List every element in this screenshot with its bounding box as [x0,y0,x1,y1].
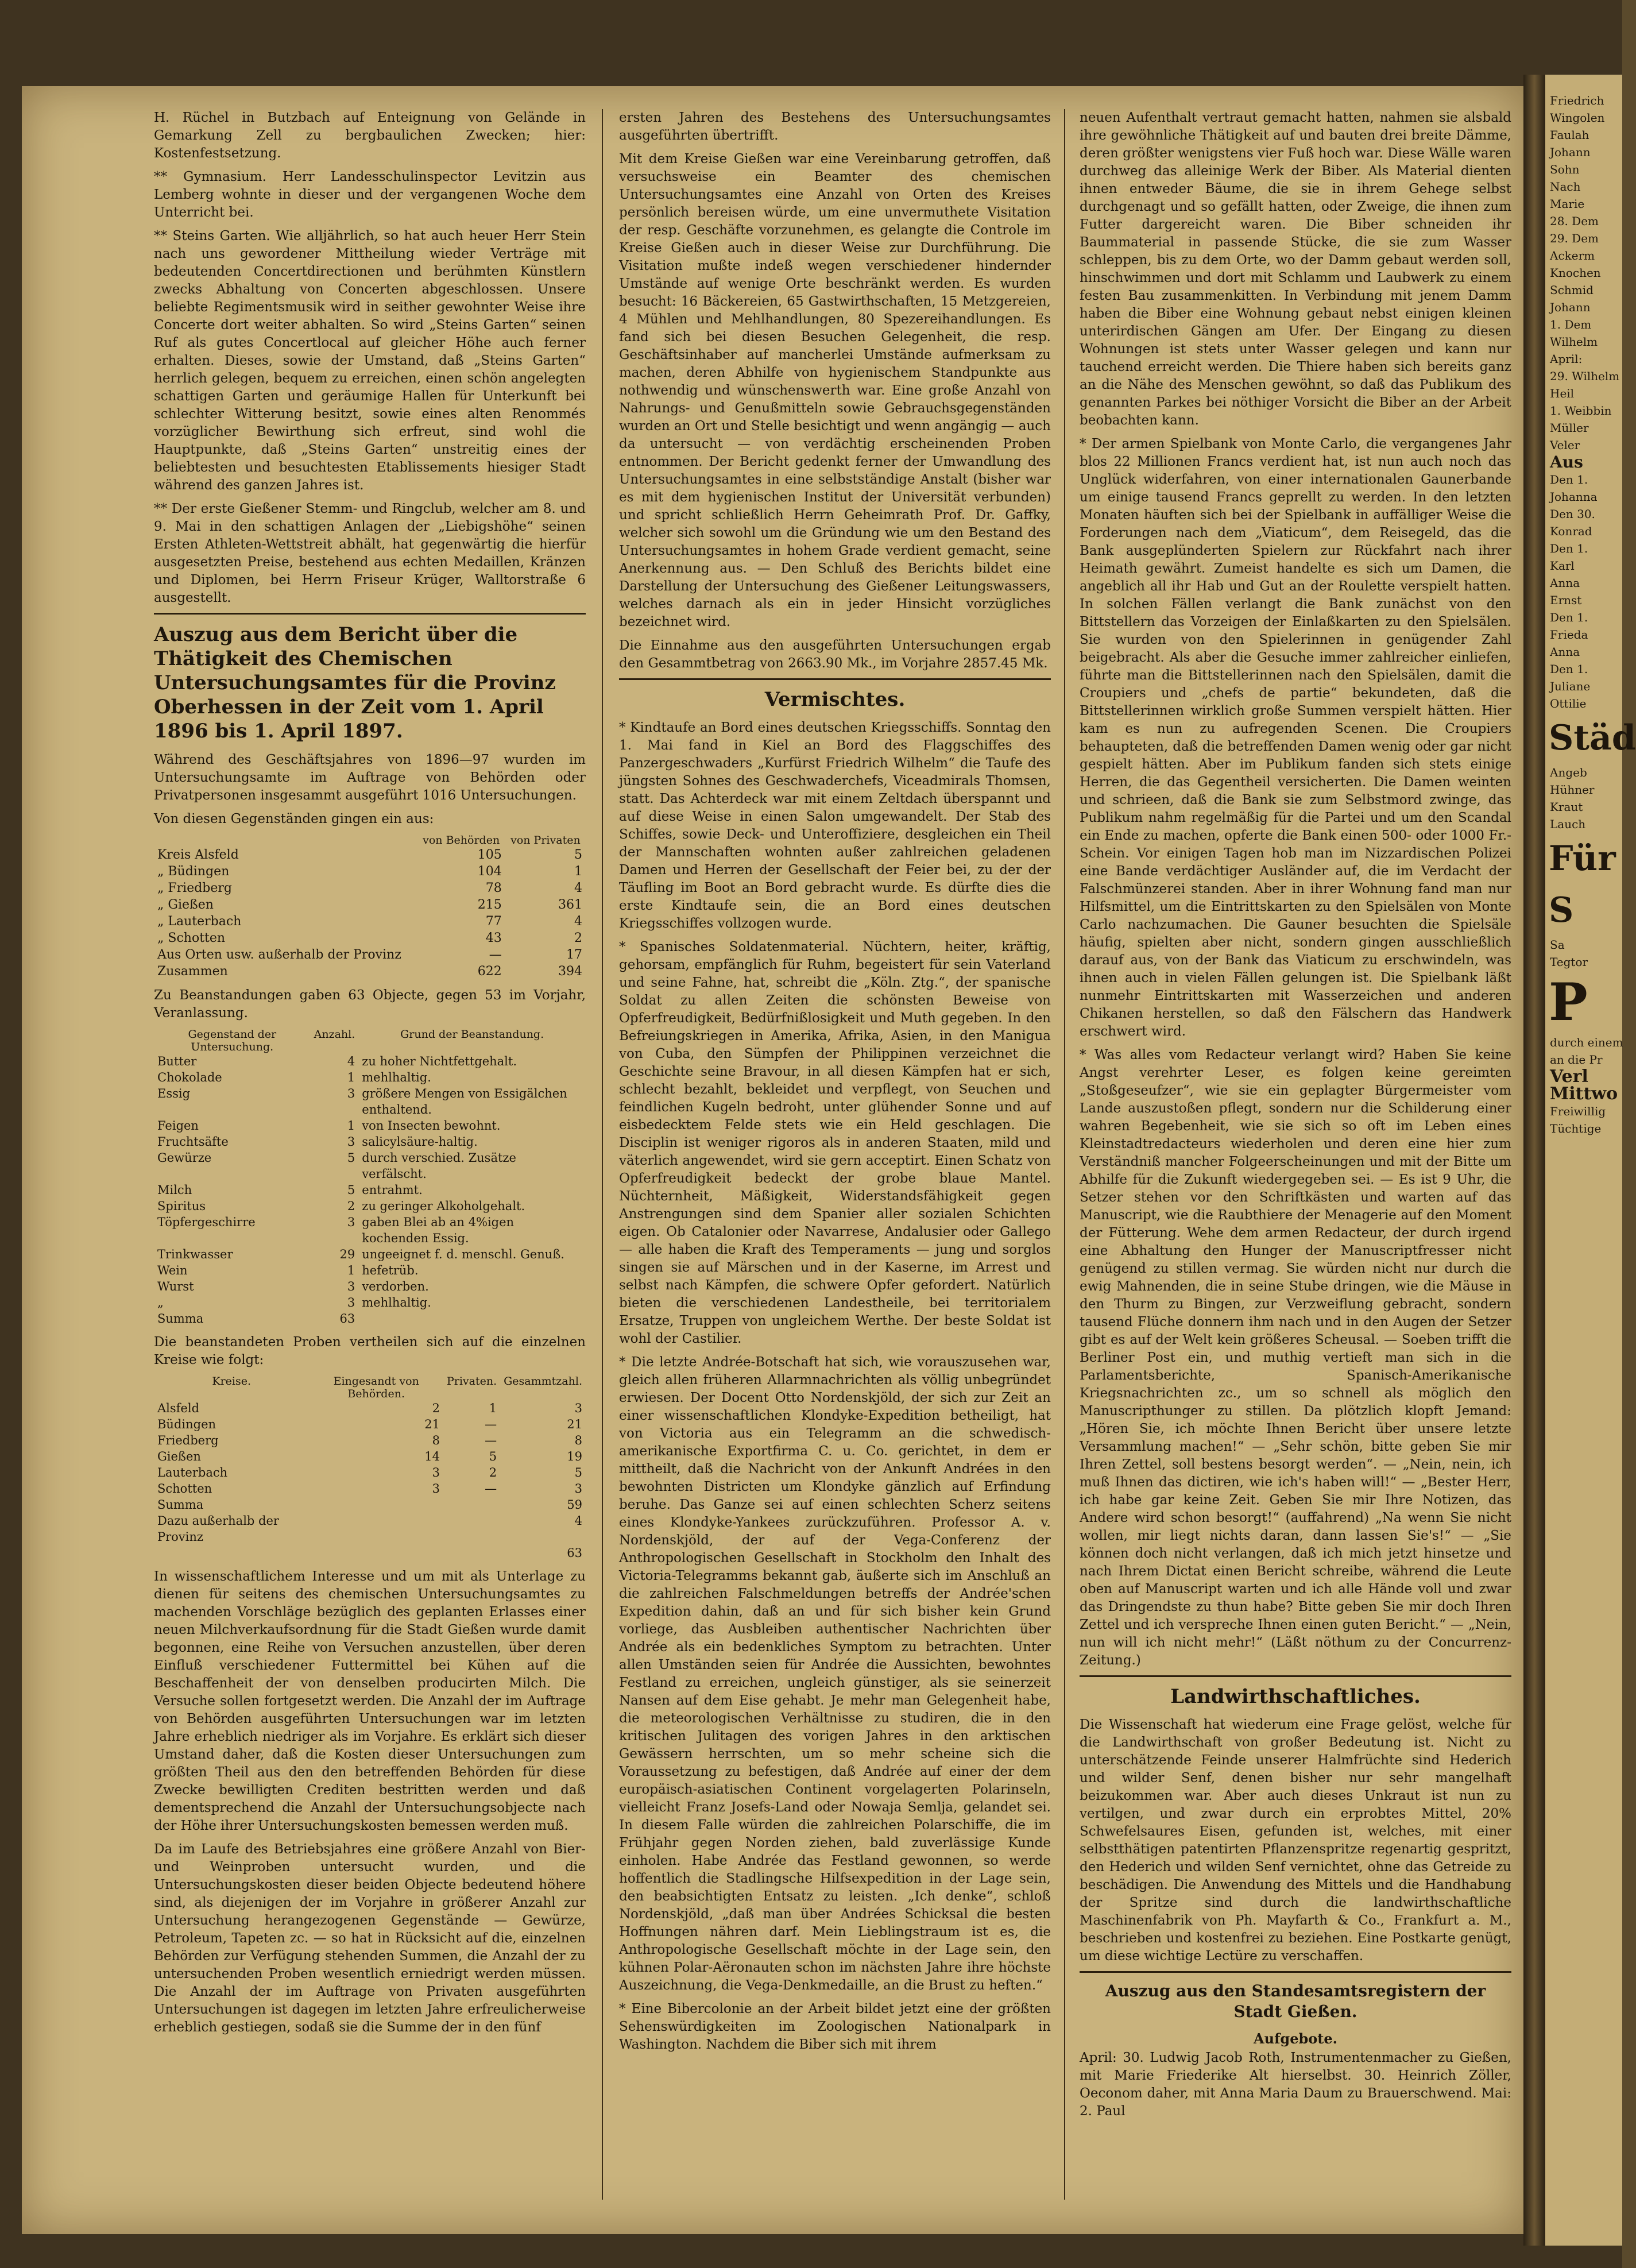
table-total-row: Summa 63 [157,1312,355,1326]
article-text: ersten Jahren des Bestehens des Untersuchungsamtes ausgeführten übertrifft. [619,110,1051,143]
article-gymnasium: ** Gymnasium. Herr Landesschulinspector Levitzin aus Lemberg wohnte in dieser und der vergangenen Woche dem Unterricht bei. [154,169,586,220]
table-row: Lauterbach 3 2 5 [157,1466,582,1479]
table-row: Trinkwasser 29 ungeeignet f. d. menschl. Genuß. [157,1247,564,1261]
article-bibercolonie: * Eine Bibercolonie an der Arbeit bildet jetzt eine der größten Sehenswürdigkeiten im Zoologischen Nationalpark in Washington. Nachdem die Biber sich mit ihrem [619,2002,1051,2052]
article-soldatenmaterial: * Spanisches Soldatenmaterial. Nüchtern, heiter, kräftig, gehorsam, empfänglich für Ruhm, begeistert für sein Vaterland und seine Fahne, hat, schreibt die „Köln. Ztg.“, der spanische Soldat zu allen Zeiten die schönsten Beweise von Opferfreudigkeit, Bedürfnißlosigkeit und Muth gegeben. In den Befreiungskriegen in Amerika, Afrika, Asien, in den Manigua von Cuba, den Sümpfen der Philippinen verzeichnet die Geschichte seine Bravour, in all diesen Kämpfen hat er sich, schlecht bezahlt, bekleidet und verpflegt, von Seuchen und feindlichen Kugeln bedroht, unter glühender Sonne und auf eisbedecktem Felde stets wie ein Held geschlagen. Die Disciplin ist weniger rigoros als in anderen Staaten, mild und väterlich angewendet, wird sie gern acceptirt. Einen Schatz von Opferfreudigkeit bedeckt der grobe blaue Mantel. Nüchternheit, Mäßigkeit, Widerstandsfähigkeit gegen Anstrengungen sind dem Spanier aller sozialen Schichten eigen. Ob Catalonier oder Navarrese, Andalusier oder Gallego — alle haben die Kraft des Temperaments — jung und sorglos singen sie auf Märschen und in der Kaserne, im Arrest und selbst nach Kämpfen, die schwere Opfer gefordert. Natürlich bieten die verschiedenen Landestheile, bei territorialem Ersatze, Truppen von ungleichem Werthe. Der beste Soldat ist wohl der Castilier. [619,940,1051,1346]
table-row: Wein 1 hefetrüb. [157,1264,419,1277]
divider [1080,1675,1511,1677]
article-text: H. Rüchel in Butzbach auf Enteignung von Gelände in Gemarkung Zell zu bergbaulichen Zwecken; hier: Kostenfestsetzung. [154,110,586,161]
table-row: Spiritus 2 zu geringer Alkoholgehalt. [157,1199,525,1213]
article-text: Die Einnahme aus den ausgeführten Untersuchungen ergab den Gesammtbetrag von 2663.90 Mk., im Vorjahre 2857.45 Mk. [619,638,1051,671]
divider [154,613,586,615]
article-text: Von diesen Gegenständen gingen ein aus: [154,812,434,826]
table-row: „ Gießen 215 361 [157,898,582,912]
table-row: „ Friedberg 78 4 [157,881,582,895]
section-heading-standesamt: Auszug aus den Standesamtsregistern der Stadt Gießen. [1105,1981,1486,2021]
table-header-row: Gegenstand der Untersuchung. Anzahl. Grund der Beanstandung. [188,1028,544,1053]
article-andree: * Die letzte Andrée-Botschaft hat sich, wie vorauszusehen war, gleich allen früheren Allarmnachrichten als völlig unbegründet erwiesen. Der Docent Otto Nordenskjöld, der sich zur Zeit an einer wissenschaftlichen Klondyke-Expedition betheiligt, hat von Victoria aus ein Telegramm an die schwedisch-amerikanische Exportfirma C. u. Co. gerichtet, in dem er mittheilt, daß die Nachricht von der Ankunft Andrées in den bewohnten Districten um Klondyke gänzlich auf Erfindung beruhe. Das Ganze sei auf einen schlechten Scherz seitens eines Klondyke-Yankees zurückzuführen. Professor A. v. Nordenskjöld, der auf der Vega-Conferenz der Anthropologischen Gesellschaft in Stockholm den Inhalt des Victoria-Telegramms bekannt gab, äußerte sich im Anschluß an die zahlreichen Falschmeldungen betreffs der Andrée'schen Expedition dahin, daß an und für sich bisher kein Grund vorliege, das Ausbleiben authentischer Nachrichten über Andrée als ein bedenkliches Symptom zu betrachten. Unter allen Umständen seien für Andrée die Aussichten, bewohntes Festland zu erreichen, ungleich günstiger, als sie seinerzeit Nansen auf dem Eise gehabt. Je mehr man Gelegenheit habe, die meteorologischen Verhältnisse zu studiren, die in den kritischen Julitagen des vorigen Jahres in den arktischen Gewässern herrschten, um so mehr scheine sich die Voraussetzung zu befestigen, daß Andrée auf einer der dem europäisch-asiatischen Continent vorgelagerten Polarinseln, vielleicht Franz Josefs-Land oder Nowaja Semlja, gelandet sei. In diesem Falle würden die zahlreichen Polarschiffe, die im Frühjahr gegen Norden ziehen, bald zuverlässige Kunde einholen. Habe Andrée das Festland gewonnen, so werde hoffentlich die Stadlingsche Hilfsexpedition in der Lage sein, den beabsichtigten Entsatz zu leisten. „Ich denke“, schloß Nordenskjöld, „daß man über Andrées Schicksal die besten Hoffnungen nähren darf. Mein Lieblingstraum ist es, die Anthropologische Gesellschaft möchte in der Lage sein, den kühnen Polar-Aëronauten schon im nächsten Jahre ihre höchste Auszeichnung, die Vega-Denkmedaille, an die Brust zu heften.“ [619,1355,1051,1993]
table-row: Fruchtsäfte 3 salicylsäure-haltig. [157,1135,478,1149]
article-text: Die beanstandeten Proben vertheilen sich auf die einzelnen Kreise wie folgt: [154,1335,586,1367]
table-districts [154,1375,586,1561]
article-text: neuen Aufenthalt vertraut gemacht hatten, nahmen sie alsbald ihre gewöhnliche Thätigkeit auf und bauten drei breite Dämme, deren größter wenigstens vier Fuß hoch war. Diese Wälle waren durchweg das alleinige Werk der Biber. Als Material dienten ihnen entweder Bäume, die sie in ihrem Gehege selbst durchgenagt und so gefällt hatten, oder Zweige, die ihnen zum Futter dargereicht waren. Die Biber schneiden ihr Baummaterial in passende Stücke, die sie zum Wasser schleppen, bis zu dem Orte, wo der Damm gebaut werden soll, hinschwimmen und dort mit Schlamm und Laubwerk zu einem festen Bau zusammenkitten. In Verbindung mit jenem Damm haben die Biber eine Wohnung gebaut nebst einigen kleinen unterirdischen Gängen am Ufer. Der Eingang zu diesen Wohnungen ist stets unter Wasser gelegen und kann nur tauchend erreicht werden. Die Thiere haben sich bereits ganz an die Nähe des Menschen gewöhnt, so daß das Publikum des genannten Parkes bei nöthiger Vorsicht die Biber an der Arbeit beobachten kann. [1080,110,1511,428]
article-text: Mit dem Kreise Gießen war eine Vereinbarung getroffen, daß versuchsweise ein Beamter des chemischen Untersuchungsamtes eine Anzahl von Orten des Kreises persönlich bereisen würde, um eine unvermuthete Visitation der resp. Geschäfte vorzunehmen, es gelangte die Controle im Kreise Gießen auch in dieser Weise zur Durchführung. Die Visitation mußte indeß wegen verschiedener hindernder Umstände auf wenige Orte beschränkt werden. Es wurden besucht: 16 Bäckereien, 65 Gastwirthschaften, 15 Metzgereien, 4 Mühlen und Mehlhandlungen, 80 Spezereihandlungen. Es fand sich bei diesen Besuchen Gelegenheit, die resp. Geschäftsinhaber auf mancherlei Umstände aufmerksam zu machen, deren Abhilfe von hygienischem Standpunkte aus nothwendig und wünschenswerth war. Eine große Anzahl von Nahrungs- und Genußmitteln sowie Gebrauchsgegenständen wurden an Ort und Stelle besichtigt und wenn angängig — auch da untersucht — von verdächtig erscheinenden Proben entnommen. Der Bericht gedenkt ferner der Umwandlung des Untersuchungsamtes in eine selbstständige Anstalt (bisher war es mit dem hygienischen Institut der Universität verbunden) und spricht schließlich Herrn Geheimrath Prof. Dr. Gaffky, welcher sich sowohl um die Gründung wie um den Bestand des Untersuchungsamtes in hohem Grade verdient gemacht, seine Anerkennung aus. — Den Schluß des Berichts bildet eine Darstellung der Untersuchung des Gießener Leitungswassers, welches darnach als ein in jeder Hinsicht vorzügliches bezeichnet wird. [619,152,1051,629]
section-heading-bericht: Auszug aus dem Bericht über die Thätigkeit des Chemischen Untersuchungsamtes für die Provinz Oberhessen in der Zeit vom 1. April 1896 bis 1. April 1897. [154,623,556,743]
table-total-row: Zusammen 622 394 [157,964,582,979]
table-total-row: Summa 59 [157,1498,582,1512]
table-row: Milch 5 entrahmt. [157,1183,423,1197]
table-row: Wurst 3 verdorben. [157,1280,429,1293]
column-rule [602,109,603,2200]
table-objections [154,1028,586,1327]
column-3 [1080,109,1511,2200]
article-spielbank: * Der armen Spielbank von Monte Carlo, die vergangenes Jahr blos 22 Millionen Francs verdient hat, ist nun auch noch das Unglück widerfahren, von einer internationalen Gaunerbande um einige tausend Francs geprellt zu werden. In den letzten Monaten häuften sich bei der Spielbank in auffälliger Weise die Forderungen nach dem „Viaticum“, dem Reisegeld, das die Bank ausgeplünderten Spielern zur Rückfahrt nach ihrer Heimath gewährt. Zumeist handelte es sich um Damen, die angeblich all ihr Hab und Gut an der Roulette verspielt hatten. In solchen Fällen verlangt die Bank zunächst von den Bittstellern das Vorzeigen der Einlaßkarten zu den Spielsälen. Sie wurden von den Spielerinnen in genügender Zahl beigebracht. Als aber die Gesuche immer zahlreicher einliefen, führte man die Bittstellerinnen nach den Spielsälen, damit die Croupiers und „chefs de partie“ bekundeten, daß die Bittstellerinnen wirklich große Summen verspielt hätten. Hier kam es nun zu aufregenden Scenen. Die Croupiers behaupteten, daß die betreffenden Damen wenig oder gar nicht gespielt hätten. Aber im Publikum fanden sich stets einige Herren, die das Gegentheil versicherten. Die Damen weinten und schrieen, daß die Bank sie zum Selbstmord zwinge, das Publikum nahm regelmäßig für die Partei und um den Scandal ein Ende zu machen, opferte die Bank einen 500- oder 1000 Fr.-Schein. Vor einigen Tagen hob man im Nizzardischen Polizei eine Bande verdächtiger Ausländer auf, die im Verdacht der Falschmünzerei standen. Aber in ihrer Wohnung fand man nur Hilfsmittel, um die Eintrittskarten zu den Spielsälen von Monte Carlo nachzumachen. Die Gauner besuchten die Spielsäle häufig, spielten aber nicht, sondern gingen ausschließlich darauf aus, von der Bank das Viaticum zu erschwindeln, was ihnen auch in vielen Fällen gelungen ist. Die Spielbank läßt nunmehr Eintrittskarten mit Wasserzeichen und anderen Chikanen herstellen, so daß den Fälschern das Handwerk erschwert wird. [1080,436,1511,1039]
article-text: Während des Geschäftsjahres von 1896—97 wurden im Untersuchungsamte im Auftrage von Behörden oder Privatpersonen insgesammt ausgeführt 1016 Untersuchungen. [154,752,586,803]
table-row: „ Lauterbach 77 4 [157,914,582,929]
section-heading-vermischtes: Vermischtes. [764,688,906,711]
adjacent-page-text: Friedrich Wingolen Faulah Johann Sohn Nach Marie 28. Dem 29. Dem Ackerm Knochen Schmid Johann 1. Dem Wilhelm April: 29. Wilhelm Heil 1. Weibbin Müller Veler Aus Den 1. Johanna Den 30. Konrad Den 1. Karl Anna Ernst Den 1. Frieda Anna Den 1. Juliane Ottilie Städ Angeb Hühner Kraut Lauch Für S Sa Tegtor P durch einem an die Pr Verl Mittwo Freiwillig Tüchtige [1549,94,1636,1135]
table-row: Chokolade 1 mehlhaltig. [157,1071,431,1084]
table-total-row: 63 [567,1546,582,1560]
table-header-row: Kreise. Eingesandt von Behörden. Privaten. Gesammtzahl. [212,1375,582,1400]
table-row: „ Schotten 43 2 [157,931,582,945]
article-kindtaufe: * Kindtaufe an Bord eines deutschen Kriegsschiffs. Sonntag den 1. Mai fand in Kiel an Bord des Flaggschiffes des Panzergeschwaders „Kurfürst Friedrich Wilhelm“ die Taufe des jüngsten Sohnes des Geschwaderchefs, Viceadmirals Thomsen, statt. Das Achterdeck war mit einem Zeltdach überspannt und auf diese Weise in einen Salon umgewandelt. Der Stab des Schiffes, sowie Deck- und Unteroffiziere, desgleichen ein Theil der Mannschaften wohnten außer zahlreichen geladenen Damen und Herren der Gesellschaft der Feier bei, zu der der Täufling im Boot an Bord gebracht wurde. Es dürfte dies die erste Kindtaufe sein, die an Bord eines deutschen Kriegsschiffes vollzogen wurde. [619,720,1051,931]
article-steins-garten: ** Steins Garten. Wie alljährlich, so hat auch heuer Herr Stein nach uns gewordener Mittheilung wieder Verträge mit bedeutenden Concertdirectionen und berühmten Künstlern zwecks Abhaltung von Concerten abgeschlossen. Unsere beliebte Regimentsmusik wird in seither gewohnter Weise ihre Concerte dort weiter abhalten. So wird „Steins Garten“ seinen Ruf als gutes Concertlocal auf gleicher Höhe auch ferner erhalten. Dieses, sowie der Umstand, daß „Steins Garten“ herrlich gelegen, bequem zu erreichen, einen schön angelegten schattigen Garten und geräumige Hallen für Unterkunft bei schlechter Witterung besitzt, sowie eines alten Renommés vorzüglicher Bewirthung sich erfreut, sind wohl die Hauptpunkte, daß „Steins Garten“ unstreitig eines der beliebtesten und besuchtesten Etablissements hiesiger Stadt während des ganzen Jahres ist. [154,229,586,493]
divider [619,678,1051,680]
article-ringclub: ** Der erste Gießener Stemm- und Ringclub, welcher am 8. und 9. Mai in den schattigen Anlagen der „Liebigshöhe“ seinen Ersten Athleten-Wettstreit abhält, hat gegenwärtig die hierfür ausgesetzten Preise, bestehend aus echten Medaillen, Kränzen und Diplomen, bei Herrn Friseur Krüger, Walltorstraße 6 ausgestellt. [154,501,586,605]
table-header-row: von Behörden von Privaten [423,834,581,847]
column-1 [154,109,586,2200]
column-rule [1064,109,1065,2200]
table-row: Schotten 3 — 3 [157,1482,582,1496]
table-submissions [154,834,586,980]
table-row: Butter 4 zu hoher Nichtfettgehalt. [157,1054,517,1068]
table-row: Gewürze 5 durch verschied. Zusätze verfälscht. [157,1151,516,1181]
table-row: Friedberg 8 — 8 [157,1434,582,1447]
article-text: Die Wissenschaft hat wiederum eine Frage gelöst, welche für die Landwirthschaft von großer Bedeutung ist. Nicht zu unterschätzende Feinde unserer Halmfrüchte sind Hederich und wilder Senf, denen bisher nur sehr mangelhaft beizukommen war. Aber auch dieses Unkraut ist nun zu vertilgen, und zwar durch ein erprobtes Mittel, 20% Schwefelsaures Eisen, gefunden ist, welches, mit einer selbstthätigen patentirten Pflanzenspritze regenartig gespritzt, den Hederich und wilden Senf vernichtet, ohne das Getreide zu beschädigen. Die Anwendung des Mittels und die Handhabung der Spritze sind durch die landwirthschaftliche Maschinenfabrik von Ph. Mayfarth & Co., Frankfurt a. M., beschrieben und kostenfrei zu beziehen. Eine Postkarte genügt, um diese wichtige Lectüre zu verschaffen. [1080,1717,1511,1964]
newspaper-page [22,86,1523,2234]
column-2 [619,109,1051,2200]
subheading-aufgebote: Aufgebote. [1254,2030,1337,2047]
section-heading-landwirthschaft: Landwirthschaftliches. [1170,1685,1421,1708]
table-row: Alsfeld 2 1 3 [157,1401,582,1415]
article-text: April: 30. Ludwig Jacob Roth, Instrumentenmacher zu Gießen, mit Marie Friederike Alt hierselbst. 30. Heinrich Zöller, Oeconom daher, mit Anna Maria Daum zu Brauerschwend. Mai: 2. Paul [1080,2050,1511,2119]
divider [1080,1971,1511,1973]
table-row: Kreis Alsfeld 105 5 [157,848,582,862]
table-row: „ Büdingen 104 1 [157,864,582,879]
adjacent-page-strip [1545,75,1636,2246]
article-text: Zu Beanstandungen gaben 63 Objecte, gegen 53 im Vorjahr, Veranlassung. [154,988,586,1021]
article-text: Da im Laufe des Betriebsjahres eine größere Anzahl von Bier- und Weinproben untersucht wurden, und die Untersuchungskosten dieser beiden Objecte bedeutend höhere sind, als diejenigen der im Vorjahre in größerer Anzahl zur Untersuchung herangezogenen Gegenstände — Gewürze, Petroleum, Tapeten zc. — so hat in Rücksicht auf die, einzelnen Behörden zur Verfügung stehenden Summen, die Anzahl der zu untersuchenden Proben wesentlich erniedrigt werden müssen. Die Anzahl der im Auftrage von Privaten ausgeführten Untersuchungen ist dagegen im letzten Jahre erfreulicherweise erheblich gestiegen, sodaß sie die Summe der in den fünf [154,1842,586,2035]
table-row: Feigen 1 von Insecten bewohnt. [157,1119,501,1133]
table-row: Essig 3 größere Mengen von Essigälchen enthaltend. [157,1087,567,1116]
article-redacteur: * Was alles vom Redacteur verlangt wird? Haben Sie keine Angst verehrter Leser, es folgen keine gereimten „Stoßgeseufzer“, wie sie ein geplagter Bürgermeister vom Lande auszustoßen pflegt, sondern nur die Schilderung einer wahren Begebenheit, wie sie sich so oft im Leben eines Kleinstadtredacteurs wiederholen und deren eine hier zum Verständniß mancher Folgeerscheinungen und mit der Bitte um Abhilfe für die Zukunft wiedergegeben sei. — Es ist 9 Uhr, die Setzer stehen vor den Schriftkästen und warten auf das Manuscript, wie die Raubthiere der Menagerie auf den Moment der Fütterung. Wehe dem armen Redacteur, der durch irgend eine Abhaltung den Hunger der Manuscriptfresser nicht genügend zu stillen vermag. Sie würden nicht nur durch die ewig Mahnenden, die in seine Stube dringen, wie die Mäuse in den Thurm zu Bingen, zur Verzweiflung gebracht, sondern tausend Flüche donnern ihm nach und in den Augen der Setzer gibt es auf der Welt kein größeres Scheusal. — Soeben trifft die Berliner Post ein, und muthig vertieft man sich in die Parlamentsberichte, Spanisch-Amerikanische Kriegsnachrichten zc., um so schnell als möglich den Manuscripthunger zu stillen. Da plötzlich klopft Jemand: „Hören Sie, ich möchte Ihnen Bericht über unsere letzte Versammlung machen!“ — „Sehr schön, bitte geben Sie mir Ihren Zettel, soll bestens besorgt werden“. — „Nein, nein, ich muß Ihnen das dictiren, wie ich's haben will!“ — „Bester Herr, ich habe gar keine Zeit. Geben Sie mir Ihre Notizen, das Andere wird schon besorgt!“ (auffahrend) „Na wenn Sie nicht wollen, mir liegt nichts daran, dann lassen Sie's!“ — „Sie können doch nicht verlangen, daß ich mich jetzt hinsetze und nach Ihrem Dictat einen Bericht schreibe, während die Leute oben auf Manuscript warten und ich alle Hände voll und zwar das Dringendste zu thun habe? Bitte geben Sie mir doch Ihren Zettel und ich verspreche Ihnen einen guten Bericht.“ — „Nein, nun will ich nicht mehr!“ (Läßt nöthum zu der Concurrenz-Zeitung.) [1080,1048,1511,1668]
table-row: Gießen 14 5 19 [157,1450,582,1463]
article-text: In wissenschaftlichem Interesse und um mit als Unterlage zu dienen für seitens des chemischen Untersuchungsamtes zu machenden Vorschläge bezüglich des geplanten Erlasses einer neuen Milchverkaufsordnung für die Stadt Gießen wurde damit begonnen, eine Reihe von Versuchen anzustellen, über deren Einfluß verschiedener Futtermittel bei Kühen auf die Beschaffenheit der von denselben producirten Milch. Die Versuche sollen fortgesetzt werden. Die Anzahl der im Auftrage von Behörden ausgeführten Untersuchungen war im letzten Jahre erheblich niedriger als im Vorjahre. Es erklärt sich dieser Umstand daher, daß die Kosten dieser Untersuchungen zum größten Theil aus den den betreffenden Behörden für diese Zwecke bewilligten Crediten bestritten werden und daß dementsprechend die Anzahl der Untersuchungsobjecte nach der Höhe ihrer Untersuchungskosten bemessen werden muß. [154,1569,586,1833]
table-row: Büdingen 21 — 21 [157,1417,582,1431]
table-row: Dazu außerhalb der Provinz 4 [157,1514,582,1544]
book-gutter [1523,75,1545,2246]
table-row: Töpfergeschirre 3 gaben Blei ab an 4%igen kochenden Essig. [157,1215,515,1245]
table-row: „ 3 mehlhaltig. [157,1296,431,1309]
table-row: Aus Orten usw. außerhalb der Provinz — 17 [157,948,582,962]
